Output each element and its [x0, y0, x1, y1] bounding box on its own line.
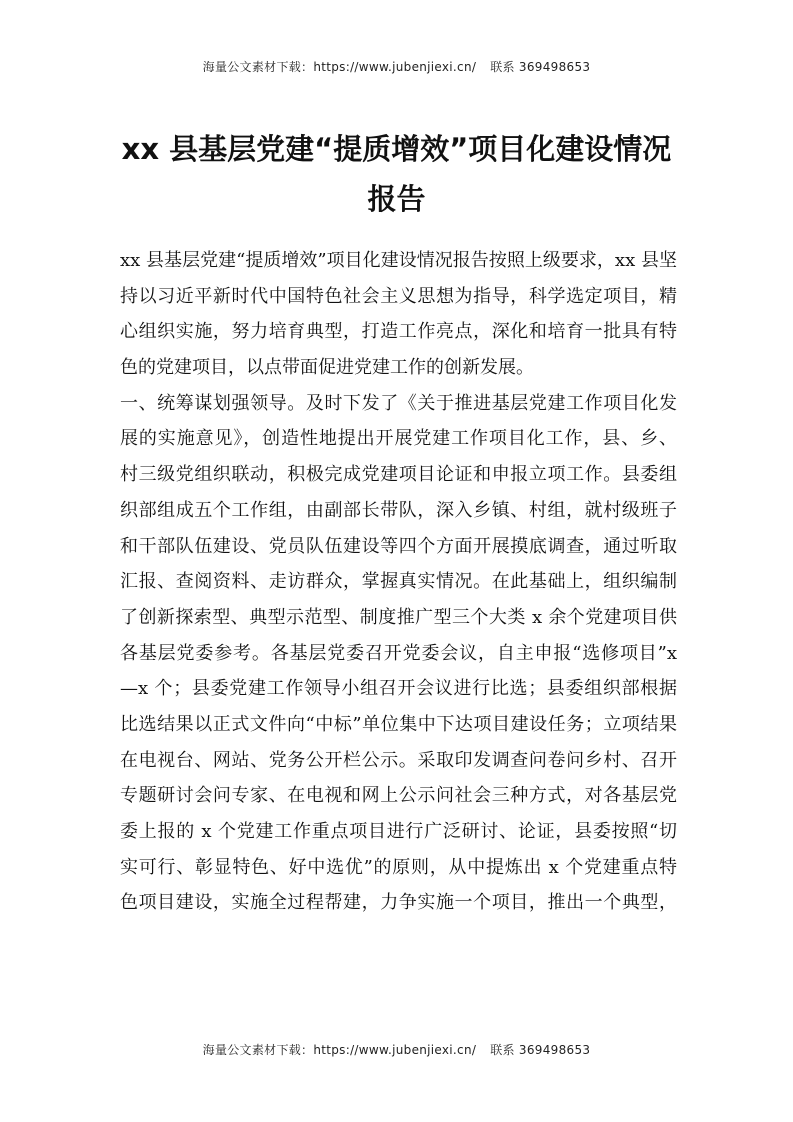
text-line: 色项目建设，实施全过程帮建，力争实施一个项目，推出一个典型，: [120, 892, 677, 914]
footer-contact: 联系 369498653: [490, 1043, 591, 1057]
text-line: 汇报、查阅资料、走访群众，掌握真实情况。在此基础上，组织编制: [120, 571, 677, 593]
paragraph-section-1: [120, 386, 677, 921]
header-site-link[interactable]: 海量公文素材下载：https://www.jubenjiexi.cn/: [202, 60, 477, 74]
document-title-line-2: 报告: [367, 182, 426, 216]
paragraph-intro: [120, 243, 677, 386]
page-header: [0, 58, 793, 75]
text-line: 织部组成五个工作组，由副部长带队，深入乡镇、村组，就村级班子: [120, 499, 677, 521]
text-line: 了创新探索型、典型示范型、制度推广型三个大类 x 余个党建项目供: [120, 606, 677, 628]
text-line: 实可行、彰显特色、好中选优”的原则，从中提炼出 x 个党建重点特: [120, 856, 677, 878]
text-line: 一、统筹谋划强领导。及时下发了《关于推进基层党建工作项目化发: [120, 392, 677, 414]
text-line: 委上报的 x 个党建工作重点项目进行广泛研讨、论证，县委按照“切: [120, 821, 677, 842]
text-line: xx 县基层党建“提质增效”项目化建设情况报告按照上级要求，xx 县坚: [120, 250, 677, 271]
text-line: 色的党建项目，以点带面促进党建工作的创新发展。: [120, 357, 534, 379]
text-line: 比选结果以正式文件向“中标”单位集中下达项目建设任务；立项结果: [120, 713, 677, 735]
text-line: 各基层党委参考。各基层党委召开党委会议，自主申报“选修项目”x: [120, 642, 677, 664]
text-line: 展的实施意见》，创造性地提出开展党建工作项目化工作，县、乡、: [120, 428, 677, 450]
text-line: 专题研讨会问专家、在电视和网上公示问社会三种方式，对各基层党: [120, 785, 677, 807]
document-title: [100, 124, 693, 224]
page-footer: [0, 1041, 793, 1058]
text-line: 和干部队伍建设、党员队伍建设等四个方面开展摸底调查，通过听取: [120, 535, 677, 557]
header-contact: 联系 369498653: [490, 60, 591, 74]
text-line: 持以习近平新时代中国特色社会主义思想为指导，科学选定项目，精: [120, 285, 677, 307]
text-line: 在电视台、网站、党务公开栏公示。采取印发调查问卷问乡村、召开: [120, 749, 677, 771]
text-line: —x 个；县委党建工作领导小组召开会议进行比选；县委组织部根据: [120, 678, 677, 700]
text-line: 村三级党组织联动，积极完成党建项目论证和申报立项工作。县委组: [120, 464, 677, 486]
document-body: [120, 243, 677, 921]
footer-site-link[interactable]: 海量公文素材下载：https://www.jubenjiexi.cn/: [202, 1043, 477, 1057]
document-title-line-1: xx 县基层党建“提质增效”项目化建设情况: [121, 132, 672, 166]
text-line: 心组织实施，努力培育典型，打造工作亮点，深化和培育一批具有特: [120, 321, 677, 343]
